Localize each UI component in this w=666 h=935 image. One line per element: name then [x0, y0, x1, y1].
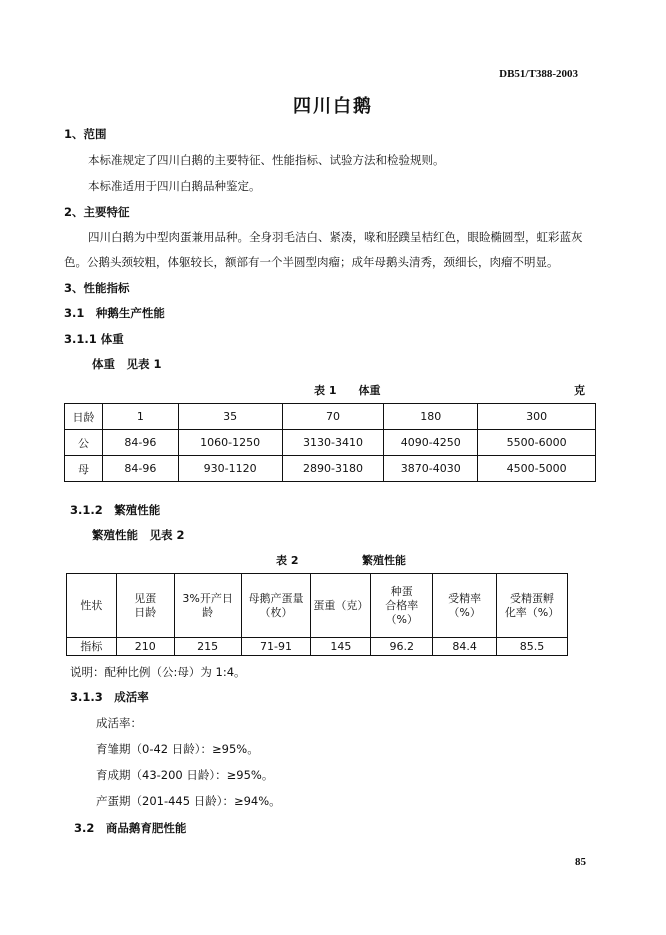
table-cell: 母鹅产蛋量 （枚） — [241, 574, 311, 638]
table-cell: 5500-6000 — [478, 430, 596, 456]
paragraph: 成活率： — [96, 716, 142, 730]
subsection-heading: 3.2 商品鹅育肥性能 — [74, 821, 187, 835]
paragraph: 四川白鹅为中型肉蛋兼用品种。全身羽毛洁白、紧凑，喙和胫蹼呈桔红色，眼睑椭圆型，虹彩蓝灰 — [88, 230, 583, 244]
table-row — [65, 430, 596, 456]
table-cell: 3%开产日 龄 — [174, 574, 241, 638]
table-cell: 3870-4030 — [384, 456, 478, 482]
table-cell: 180 — [384, 404, 478, 430]
page-number: 85 — [575, 856, 586, 868]
paragraph: 本标准适用于四川白鹅品种鉴定。 — [88, 179, 261, 193]
table-cell: 210 — [116, 638, 174, 656]
paragraph: 育雏期（0-42 日龄）：≥95%。 — [96, 742, 259, 756]
table-cell: 71-91 — [241, 638, 311, 656]
table-cell: 300 — [478, 404, 596, 430]
table-cell: 2890-3180 — [282, 456, 384, 482]
table-cell: 96.2 — [371, 638, 433, 656]
table-cell: 1 — [102, 404, 178, 430]
table-header-row — [67, 574, 568, 638]
table-cell: 日龄 — [65, 404, 103, 430]
table-cell: 公 — [65, 430, 103, 456]
table-cell: 见蛋 日龄 — [116, 574, 174, 638]
table-cell: 145 — [311, 638, 371, 656]
paragraph: 育成期（43-200 日龄）：≥95%。 — [96, 768, 274, 782]
table-caption-title: 繁殖性能 — [362, 554, 406, 567]
table-note: 说明：配种比例（公:母）为 1:4。 — [70, 665, 246, 679]
table-cell: 4500-5000 — [478, 456, 596, 482]
table-cell: 母 — [65, 456, 103, 482]
table-cell: 84-96 — [102, 430, 178, 456]
table-cell: 性状 — [67, 574, 117, 638]
table-caption-number: 表 2 — [276, 554, 299, 567]
table-cell: 受精蛋孵 化率（%） — [497, 574, 568, 638]
table-cell: 35 — [178, 404, 282, 430]
table-cell: 1060-1250 — [178, 430, 282, 456]
table-cell: 930-1120 — [178, 456, 282, 482]
table-cell: 70 — [282, 404, 384, 430]
standard-number: DB51/T388-2003 — [499, 68, 578, 80]
paragraph: 体重 见表 1 — [92, 357, 162, 371]
page-title: 四川白鹅 — [293, 96, 373, 117]
subsection-heading: 3.1.3 成活率 — [70, 690, 149, 704]
table-header-row — [65, 404, 596, 430]
table-cell: 种蛋 合格率 （%） — [371, 574, 433, 638]
table-cell: 85.5 — [497, 638, 568, 656]
reproduction-table — [66, 573, 568, 656]
section-heading-scope: 1、范围 — [64, 127, 107, 141]
subsection-heading: 3.1.2 繁殖性能 — [70, 503, 161, 517]
table-cell: 84.4 — [433, 638, 497, 656]
table-cell: 指标 — [67, 638, 117, 656]
table-unit: 克 — [574, 384, 585, 397]
paragraph: 本标准规定了四川白鹅的主要特征、性能指标、试验方法和检验规则。 — [88, 153, 445, 167]
paragraph: 色。公鹅头颈较粗，体躯较长，额部有一个半圆型肉瘤；成年母鹅头清秀，颈细长，肉瘤不明显。 — [64, 255, 559, 269]
section-heading-performance: 3、性能指标 — [64, 281, 130, 295]
section-heading-features: 2、主要特征 — [64, 205, 130, 219]
subsection-heading: 3.1.1 体重 — [64, 332, 124, 346]
subsection-heading: 3.1 种鹅生产性能 — [64, 306, 165, 320]
table-caption: 表 1 体重 — [314, 384, 381, 397]
table-row — [67, 638, 568, 656]
table-cell: 4090-4250 — [384, 430, 478, 456]
table-row — [65, 456, 596, 482]
paragraph: 繁殖性能 见表 2 — [92, 528, 185, 542]
table-cell: 3130-3410 — [282, 430, 384, 456]
table-cell: 215 — [174, 638, 241, 656]
table-cell: 84-96 — [102, 456, 178, 482]
table-cell: 受精率 （%） — [433, 574, 497, 638]
weight-table — [64, 403, 596, 482]
paragraph: 产蛋期（201-445 日龄）：≥94%。 — [96, 794, 281, 808]
table-cell: 蛋重（克） — [311, 574, 371, 638]
